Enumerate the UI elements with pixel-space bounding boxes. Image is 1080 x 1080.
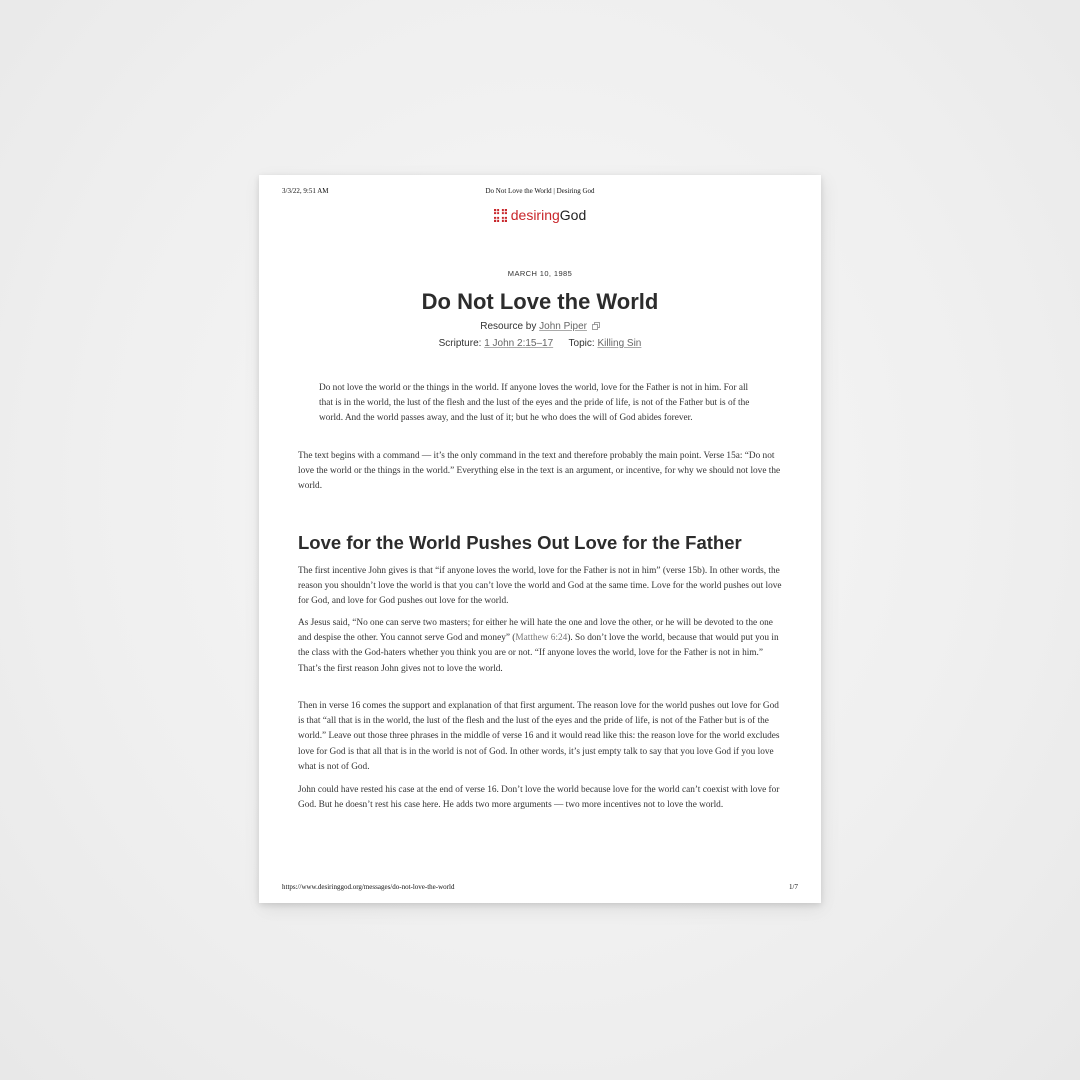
topic-label: Topic: [568,338,595,349]
section-heading: Love for the World Pushes Out Love for the Father [298,532,742,553]
page-number: 1/7 [789,883,798,891]
scripture-link[interactable]: 1 John 2:15–17 [484,338,554,349]
topic-link[interactable]: Killing Sin [597,338,642,349]
matthew-reference-link[interactable]: Matthew 6:24 [515,633,568,644]
print-url: https://www.desiringgod.org/messages/do-not-love-the-world [282,883,455,891]
print-timestamp: 3/3/22, 9:51 AM [282,187,329,195]
print-page-title: Do Not Love the World | Desiring God [485,187,595,195]
paragraph-two-masters-text-b: ). So don’t love the world, because that would put you in the class with the God-haters whether you think you are or not. “If anyone loves the world, love for the Father is not in him.” That’s the first reason John gives not to love the world. [298,633,779,674]
paragraph-intro: The text begins with a command — it’s the only command in the text and therefore probably the main point. Verse 15a: “Do not love the world or the things in the world.” Everything else in the text is an argument, or incentive, for why we should not love the world. [298,451,781,492]
article-meta [259,338,821,349]
desiring-god-cross-icon [494,209,507,222]
paragraph-two-masters-text-a: As Jesus said, “No one can serve two masters; for either he will hate the one and love the other, or he will be devoted to the one and despise the other. You cannot serve God and money” ( [298,618,773,644]
printed-page [259,175,821,903]
site-logo[interactable] [259,207,821,223]
copy-icon [592,322,600,330]
author-link[interactable]: John Piper [539,321,587,332]
article-date: MARCH 10, 1985 [507,269,573,278]
paragraph-verse-16: Then in verse 16 comes the support and explanation of that first argument. The reason love for the world pushes out love for God is that “all that is in the world, the lust of the flesh and the lust of the eyes and the pride of life, is not of the Father but is of the world.” Leave out those three phrases in the middle of verse 16 and it would read like this: the reason love for the world excludes love for God is that all that is in the world is not of God. In other words, it’s just empty talk to say that you love God if you love what is not of God. [298,701,780,772]
logo-word-god: God [559,207,587,223]
logo-word-desiring: desiring [510,207,560,223]
scripture-label: Scripture: [438,338,482,349]
byline [259,321,821,332]
resource-by-label: Resource by [480,321,537,332]
scripture-quote: Do not love the world or the things in the world. If anyone loves the world, love for the Father is not in him. For all that is in the world, the lust of the flesh and the lust of the eyes and the pride of life, is not of the Father but is of the world. And the world passes away, and the lust of it; but he who does the will of God abides forever. [319,383,750,424]
article-title: Do Not Love the World [421,289,659,314]
paragraph-two-masters [298,616,783,677]
paragraph-first-incentive: The first incentive John gives is that “if anyone loves the world, love for the Father is not in him” (verse 15b). In other words, the reason you shouldn’t love the world is that you can’t love the world and God at the same time. Love for the world pushes out love for God, and love for God pushes out love for the world. [298,566,782,607]
paragraph-more-arguments: John could have rested his case at the end of verse 16. Don’t love the world because love for the world can’t coexist with love for God. But he doesn’t rest his case here. He adds two more arguments — two more incentives not to love the world. [298,785,780,811]
